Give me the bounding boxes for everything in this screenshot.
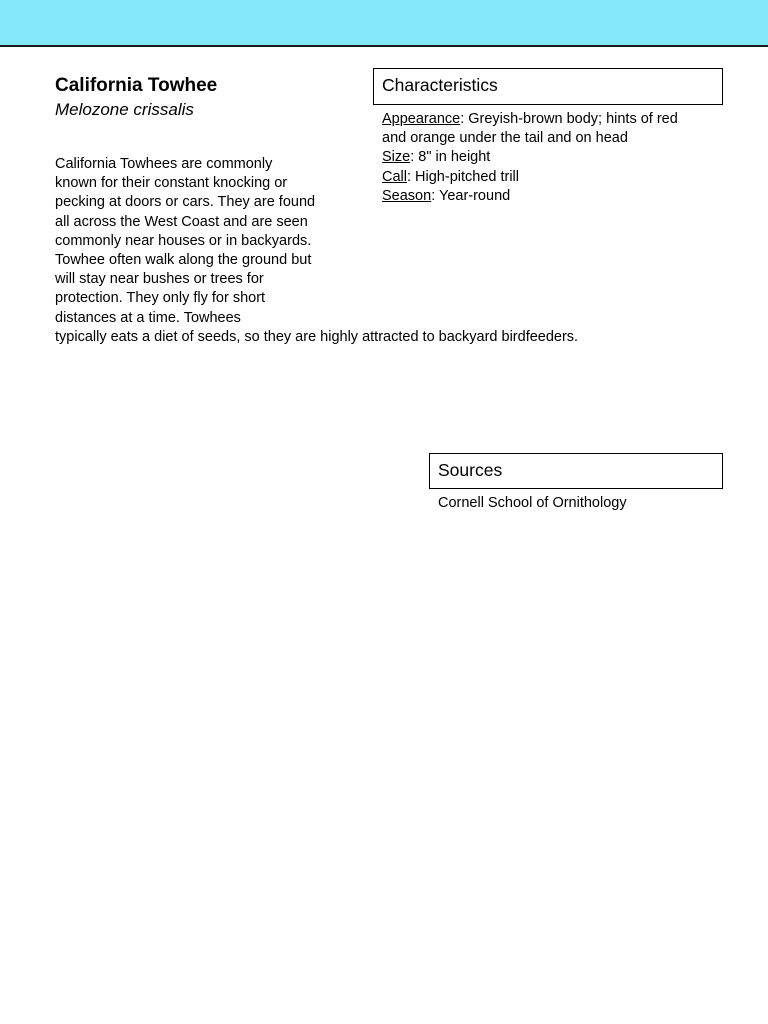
description-line: commonly near houses or in backyards. xyxy=(55,232,312,249)
call-label: Call xyxy=(382,168,407,185)
description-line: distances at a time. Towhees xyxy=(55,309,241,326)
source-item: Cornell School of Ornithology xyxy=(438,495,627,511)
call-value: : High-pitched trill xyxy=(406,168,519,185)
description-line: pecking at doors or cars. They are found xyxy=(55,194,316,211)
season-line xyxy=(382,187,732,206)
size-label: Size xyxy=(382,149,411,166)
size-value: : 8" in height xyxy=(410,149,491,166)
season-value: : Year-round xyxy=(431,187,511,204)
size-line xyxy=(382,148,732,167)
description-line: will stay near bushes or trees for xyxy=(55,271,264,288)
sources-heading-box xyxy=(429,453,723,489)
appearance-label: Appearance xyxy=(382,111,461,127)
characteristics-heading-box xyxy=(373,68,723,105)
description-line: all across the West Coast and are seen xyxy=(55,213,308,230)
description-line: known for their constant knocking or xyxy=(55,175,288,192)
appearance-value: : Greyish-brown body; hints of red xyxy=(460,111,678,127)
description-line: protection. They only fly for short xyxy=(55,290,266,307)
page-title: California Towhee xyxy=(55,75,218,96)
season-label: Season xyxy=(382,187,432,204)
description-line: California Towhees are commonly xyxy=(55,156,273,172)
header-band xyxy=(0,0,768,47)
appearance-line xyxy=(382,110,732,129)
characteristics-heading: Characteristics xyxy=(382,75,498,95)
characteristics-list xyxy=(382,110,732,206)
description-line: typically eats a diet of seeds, so they are highly attracted to backyard birdfeeders. xyxy=(55,328,579,345)
appearance-line-continued: and orange under the tail and on head xyxy=(382,130,628,147)
call-line xyxy=(382,168,732,187)
description-line: Towhee often walk along the ground but xyxy=(55,252,312,269)
sources-heading: Sources xyxy=(438,460,503,480)
scientific-name: Melozone crissalis xyxy=(55,100,194,119)
